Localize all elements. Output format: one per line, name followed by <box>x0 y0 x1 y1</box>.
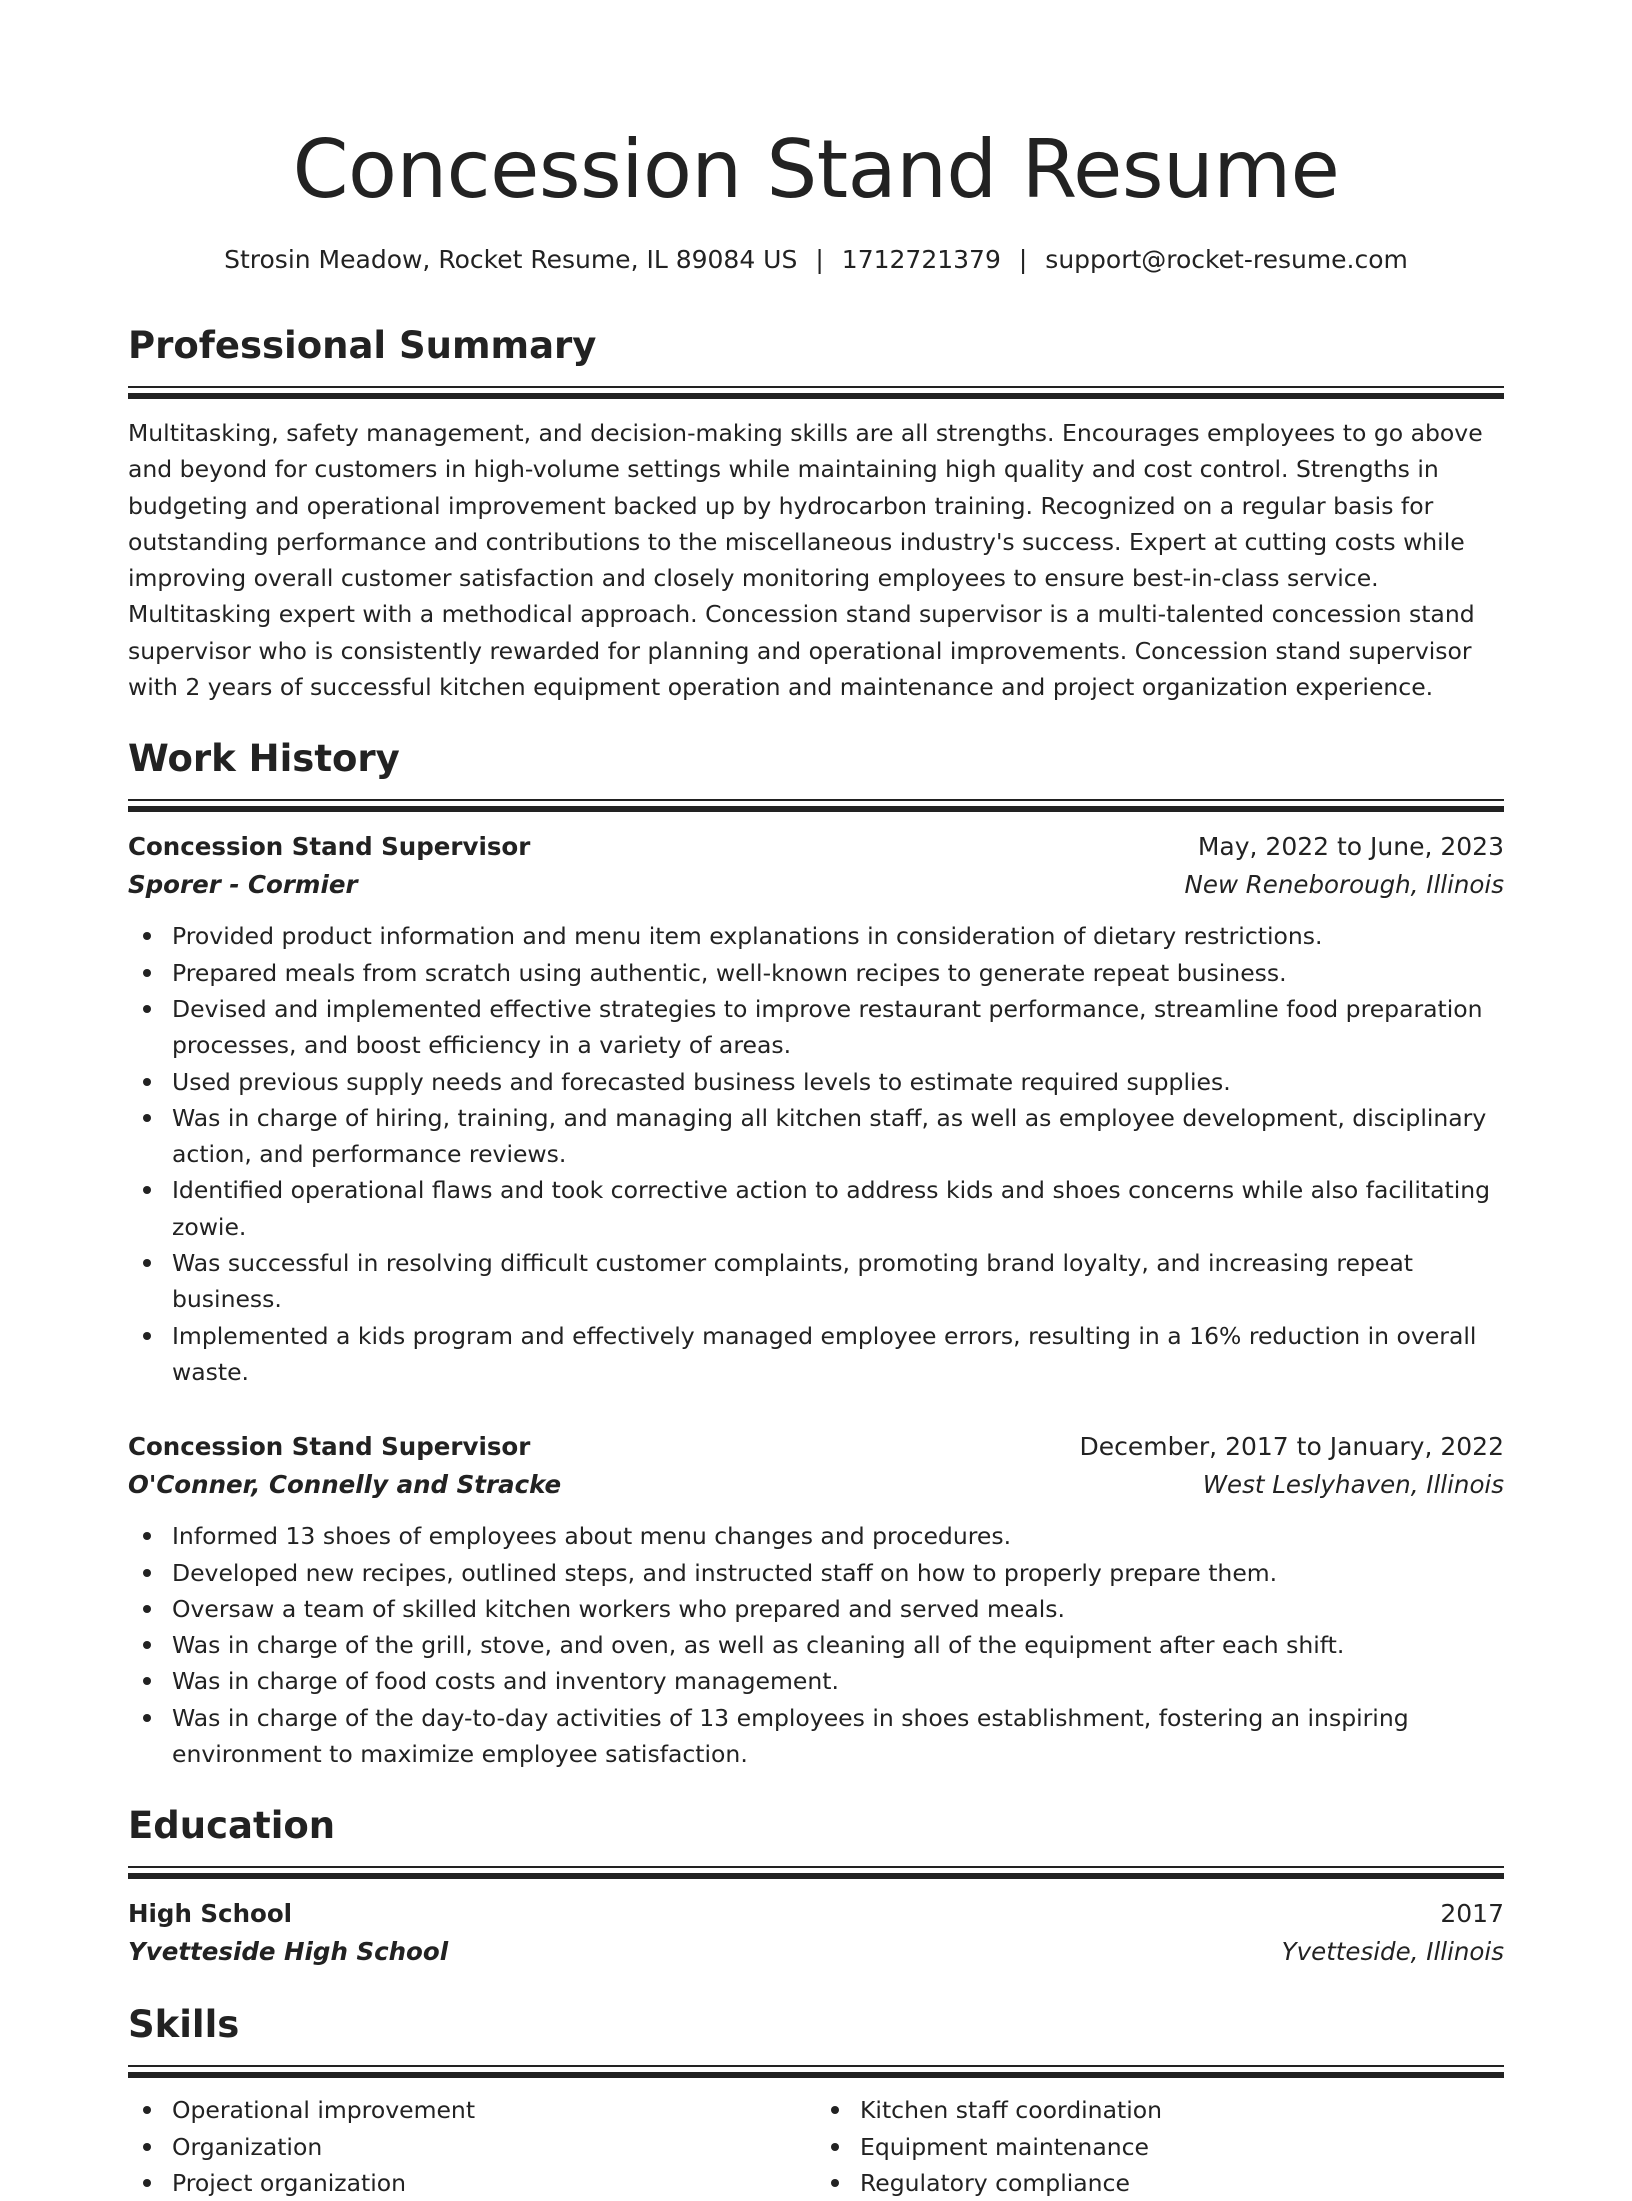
skill-item: Organization <box>172 2129 816 2165</box>
job-title: Concession Stand Supervisor <box>128 1432 531 1462</box>
skill-item: Regulatory compliance <box>860 2165 1504 2201</box>
contact-line <box>128 242 1504 278</box>
skills-list-right <box>816 2092 1504 2201</box>
job-bullet: Oversaw a team of skilled kitchen workers who prepared and served meals. <box>172 1591 1504 1627</box>
work-history-section <box>128 735 1504 1772</box>
education-section <box>128 1802 1504 1971</box>
contact-separator: | <box>815 245 824 274</box>
skills-columns <box>128 2092 1504 2201</box>
job-location: West Leslyhaven, Illinois <box>1202 1470 1504 1500</box>
contact-address: Strosin Meadow, Rocket Resume, IL 89084 US <box>224 245 798 274</box>
job-location: New Reneborough, Illinois <box>1184 870 1504 900</box>
contact-phone: 1712721379 <box>841 245 1001 274</box>
skill-item: Kitchen staff coordination <box>860 2092 1504 2128</box>
skill-item: Operational improvement <box>172 2092 816 2128</box>
job-bullet: Developed new recipes, outlined steps, and instructed staff on how to properly prepare them. <box>172 1555 1504 1591</box>
skill-item: Project organization <box>172 2165 816 2201</box>
section-divider <box>128 386 1504 399</box>
job-bullet: Was in charge of food costs and inventory management. <box>172 1663 1504 1699</box>
education-location: Yvetteside, Illinois <box>1281 1937 1504 1967</box>
contact-separator: | <box>1018 245 1028 274</box>
skill-item: Equipment maintenance <box>860 2129 1504 2165</box>
job-bullet: Informed 13 shoes of employees about menu changes and procedures. <box>172 1518 1504 1554</box>
job-bullet: Implemented a kids program and effectively managed employee errors, resulting in a 16% reduction in overall waste. <box>172 1318 1504 1391</box>
education-degree: High School <box>128 1899 293 1929</box>
job-title: Concession Stand Supervisor <box>128 832 531 862</box>
job-bullet: Identified operational flaws and took corrective action to address kids and shoes concerns while also facilitating zowie. <box>172 1172 1504 1245</box>
job-entry <box>128 1428 1504 1772</box>
summary-text: Multitasking, safety management, and decision-making skills are all strengths. Encourages employees to go above and beyond for customers in high-volume settings while maintaining high quality and cost control. Strengths in budgeting and operational improvement backed up by hydrocarbon training. Recognized on a regular basis for outstanding performance and contributions to the miscellaneous industry's success. Expert at cutting costs while improving overall customer satisfaction and closely monitoring employees to ensure best-in-class service. Multitasking expert with a methodical approach. Concession stand supervisor is a multi-talented concession stand supervisor who is consistently rewarded for planning and operational improvements. Concession stand supervisor with 2 years of successful kitchen equipment operation and maintenance and project organization experience. <box>128 419 1483 702</box>
summary-heading: Professional Summary <box>128 324 597 367</box>
job-bullet: Was successful in resolving difficult customer complaints, promoting brand loyalty, and increasing repeat business. <box>172 1245 1504 1318</box>
job-bullet: Was in charge of the grill, stove, and oven, as well as cleaning all of the equipment after each shift. <box>172 1627 1504 1663</box>
job-bullets <box>128 1518 1504 1772</box>
section-divider <box>128 799 1504 812</box>
skills-section <box>128 2001 1504 2201</box>
job-company: Sporer - Cormier <box>128 870 358 900</box>
resume-title: Concession Stand Resume <box>292 123 1340 216</box>
job-company: O'Conner, Connelly and Stracke <box>128 1470 562 1500</box>
skills-heading: Skills <box>128 2003 240 2047</box>
education-school: Yvetteside High School <box>128 1937 449 1967</box>
work-history-heading: Work History <box>128 737 400 781</box>
skills-list-left <box>128 2092 816 2201</box>
job-bullet: Was in charge of the day-to-day activities of 13 employees in shoes establishment, fostering an inspiring environment to maximize employee satisfaction. <box>172 1700 1504 1773</box>
job-bullet: Devised and implemented effective strategies to improve restaurant performance, streamline food preparation processes, and boost efficiency in a variety of areas. <box>172 991 1504 1064</box>
section-divider <box>128 2065 1504 2078</box>
education-entry <box>128 1895 1504 1971</box>
education-heading: Education <box>128 1804 336 1848</box>
job-bullet: Used previous supply needs and forecasted business levels to estimate required supplies. <box>172 1064 1504 1100</box>
summary-section <box>128 322 1504 705</box>
job-dates: May, 2022 to June, 2023 <box>1197 832 1504 862</box>
job-entry <box>128 828 1504 1390</box>
job-dates: December, 2017 to January, 2022 <box>1079 1432 1504 1462</box>
job-bullet: Provided product information and menu item explanations in consideration of dietary restrictions. <box>172 918 1504 954</box>
education-year: 2017 <box>1440 1899 1504 1929</box>
section-divider <box>128 1866 1504 1879</box>
job-bullet: Prepared meals from scratch using authentic, well-known recipes to generate repeat business. <box>172 955 1504 991</box>
job-bullets <box>128 918 1504 1390</box>
job-bullet: Was in charge of hiring, training, and managing all kitchen staff, as well as employee development, disciplinary action, and performance reviews. <box>172 1100 1504 1173</box>
contact-email: support@rocket-resume.com <box>1045 245 1408 274</box>
